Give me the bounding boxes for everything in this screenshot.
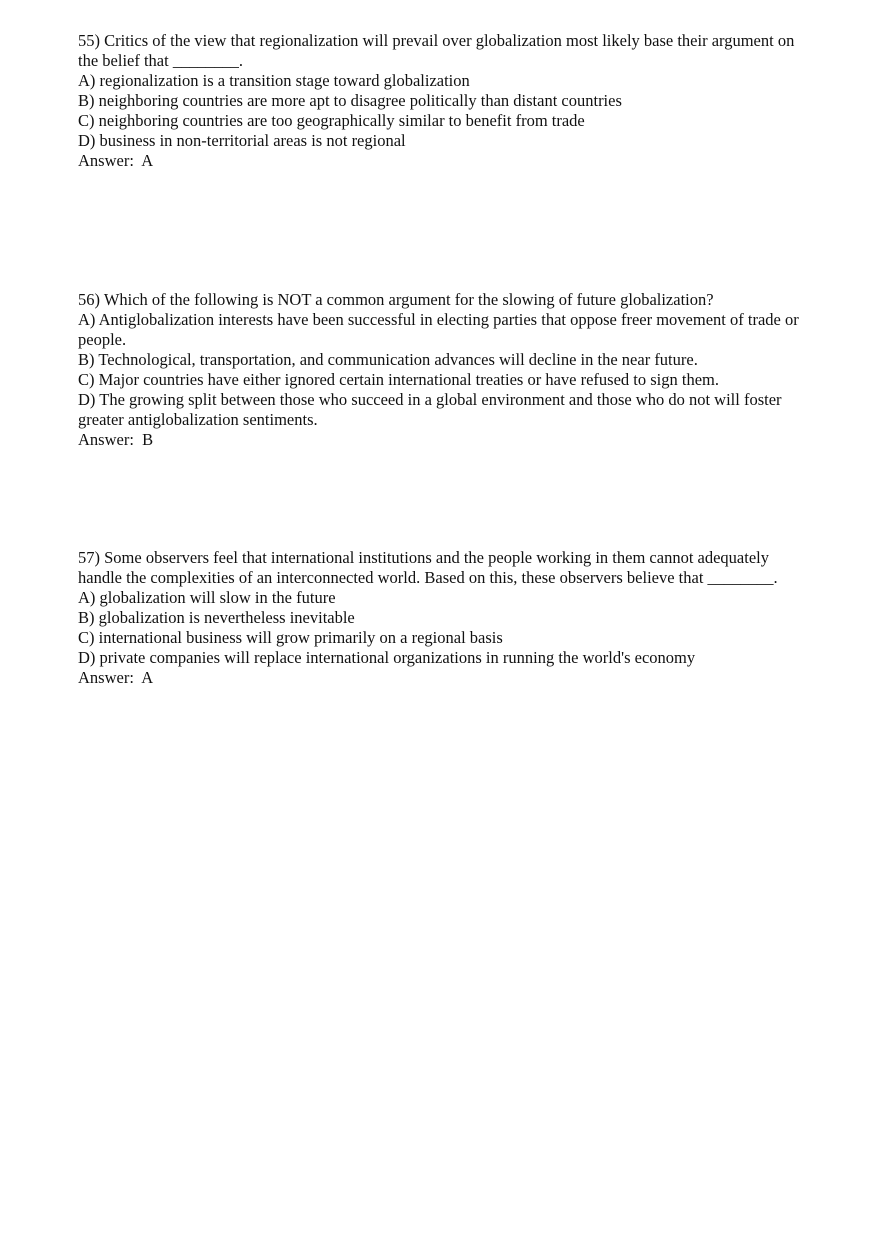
- question-55: [78, 31, 808, 171]
- option-d: D) The growing split between those who succeed in a global environment and those who do not will foster greater antiglobalization sentiments.: [78, 390, 786, 429]
- option-d: D) business in non-territorial areas is not regional: [78, 131, 406, 150]
- option-b: B) neighboring countries are more apt to disagree politically than distant countries: [78, 91, 622, 110]
- option-c: C) international business will grow primarily on a regional basis: [78, 628, 503, 647]
- option-b: B) globalization is nevertheless inevitable: [78, 608, 355, 627]
- option-c: C) neighboring countries are too geographically similar to benefit from trade: [78, 111, 585, 130]
- question-stem: 56) Which of the following is NOT a common argument for the slowing of future globalization?: [78, 290, 714, 309]
- answer-key: Answer: B: [78, 430, 154, 449]
- option-d: D) private companies will replace international organizations in running the world's economy: [78, 648, 696, 667]
- option-a: A) regionalization is a transition stage toward globalization: [78, 71, 470, 90]
- option-b: B) Technological, transportation, and communication advances will decline in the near future.: [78, 350, 698, 369]
- option-a: A) globalization will slow in the future: [78, 588, 336, 607]
- option-a: A) Antiglobalization interests have been successful in electing parties that oppose freer movement of trade or people.: [78, 310, 803, 349]
- option-c: C) Major countries have either ignored certain international treaties or have refused to sign them.: [78, 370, 719, 389]
- question-stem: 55) Critics of the view that regionalization will prevail over globalization most likely base their argument on the belief that ________.: [78, 31, 799, 70]
- question-56: [78, 290, 808, 450]
- question-stem: 57) Some observers feel that international institutions and the people working in them cannot adequately handle the complexities of an interconnected world. Based on this, these observers believe that ________.: [78, 548, 778, 587]
- answer-key: Answer: A: [78, 151, 154, 170]
- answer-key: Answer: A: [78, 668, 154, 687]
- question-57: [78, 548, 808, 688]
